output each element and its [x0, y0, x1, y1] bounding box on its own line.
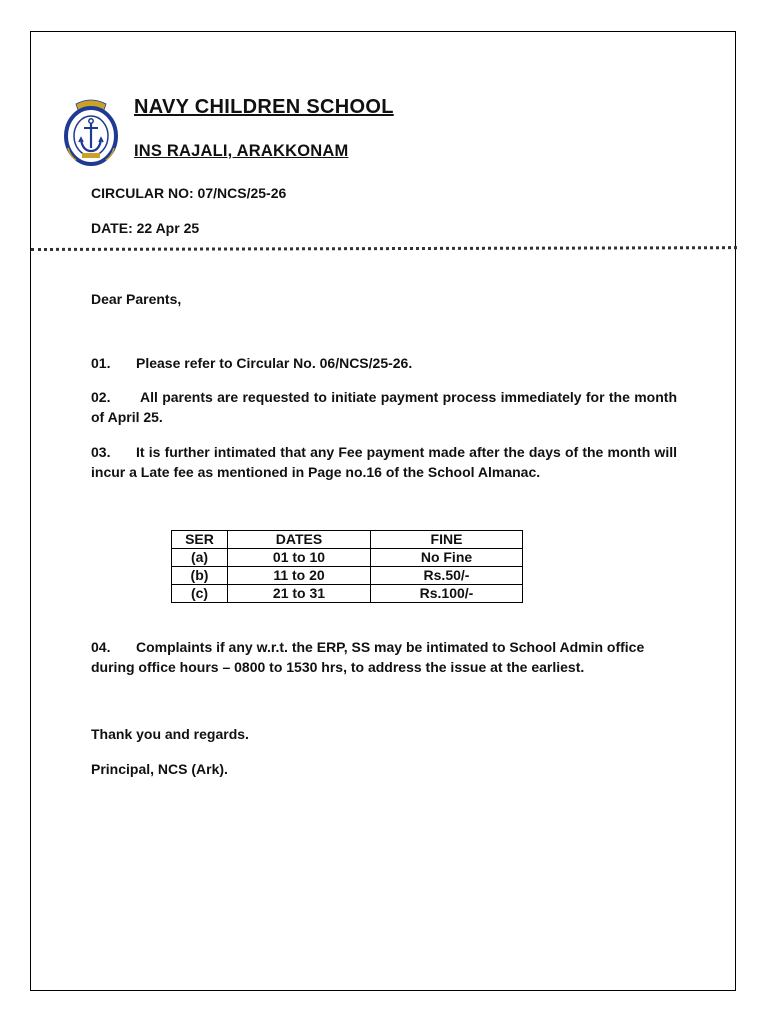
table-cell: No Fine — [371, 549, 523, 567]
school-location: INS RAJALI, ARAKKONAM — [134, 142, 349, 160]
paragraph-04 — [91, 637, 677, 677]
circular-date: DATE: 22 Apr 25 — [91, 220, 200, 236]
salutation: Dear Parents, — [91, 291, 182, 307]
paragraph-text: It is further intimated that any Fee payment made after the days of the month will incur a Late fee as mentioned in Page no.16 of the School Almanac. — [91, 444, 677, 480]
table-cell: 01 to 10 — [228, 549, 371, 567]
column-header: DATES — [228, 531, 371, 549]
paragraph-02 — [91, 387, 677, 427]
paragraph-text: All parents are requested to initiate payment process immediately for the month of April 25. — [91, 389, 677, 425]
paragraph-text: Complaints if any w.r.t. the ERP, SS may be intimated to School Admin office during office hours – 0800 to 1530 hrs, to address the issue at the earliest. — [91, 639, 645, 675]
table-cell: 21 to 31 — [228, 585, 371, 603]
circular-number: CIRCULAR NO: 07/NCS/25-26 — [91, 185, 287, 201]
paragraph-number: 01. — [91, 355, 111, 371]
closing-text: Thank you and regards. — [91, 726, 249, 742]
paragraph-number: 03. — [91, 444, 111, 460]
table-cell: (b) — [172, 567, 228, 585]
signature: Principal, NCS (Ark). — [91, 761, 228, 777]
school-name: NAVY CHILDREN SCHOOL — [134, 96, 394, 118]
table-cell: (c) — [172, 585, 228, 603]
table-header-row — [172, 531, 523, 549]
table-cell: Rs.50/- — [371, 567, 523, 585]
table-cell: 11 to 20 — [228, 567, 371, 585]
column-header: FINE — [371, 531, 523, 549]
late-fee-table — [171, 530, 523, 603]
paragraph-03 — [91, 442, 677, 482]
table-row — [172, 585, 523, 603]
table-row — [172, 567, 523, 585]
paragraph-number: 04. — [91, 639, 111, 655]
paragraph-text: Please refer to Circular No. 06/NCS/25-26. — [136, 355, 413, 371]
table-cell: Rs.100/- — [371, 585, 523, 603]
column-header: SER — [172, 531, 228, 549]
page-border — [30, 31, 736, 991]
navy-school-crest-icon — [62, 96, 120, 168]
table-row — [172, 549, 523, 567]
table-cell: (a) — [172, 549, 228, 567]
paragraph-number: 02. — [91, 389, 111, 405]
paragraph-01 — [91, 353, 677, 373]
